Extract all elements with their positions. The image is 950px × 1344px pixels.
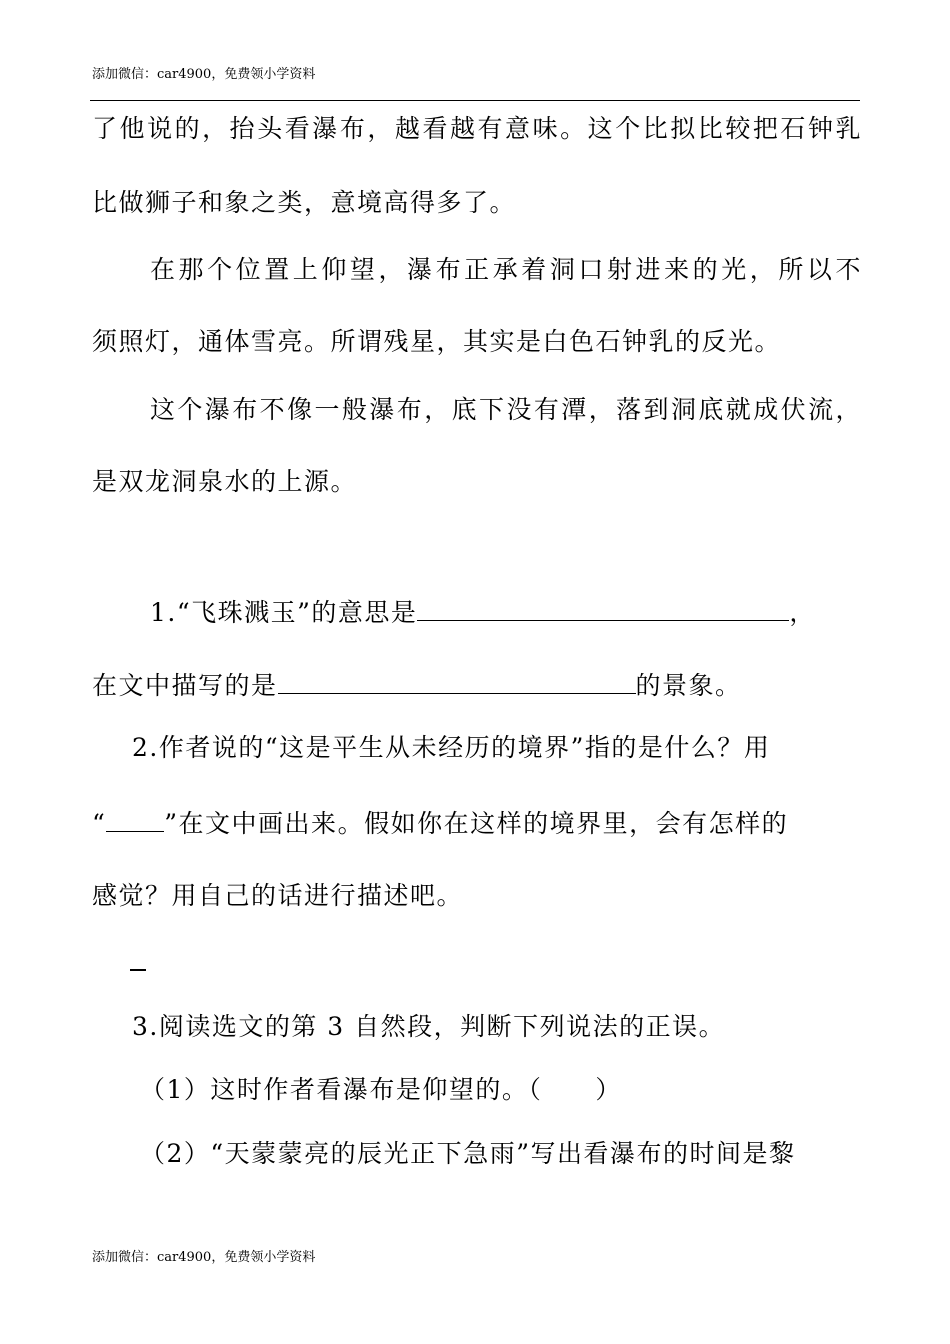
passage-p1-line2: 比做狮子和象之类，意境高得多了。 <box>92 188 517 217</box>
passage-p3-line2: 是双龙洞泉水的上源。 <box>92 467 358 496</box>
page-header-note: 添加微信：car4900，免费领小学资料 <box>92 67 316 82</box>
question-1-line1 <box>92 594 862 630</box>
passage-p3-line1-text: 这个瀑布不像一般瀑布，底下没有潭，落到洞底就成伏流， <box>150 395 862 424</box>
answer-blank-meaning[interactable] <box>417 594 789 621</box>
answer-blank-scene[interactable] <box>278 667 636 694</box>
underline-mark-sample <box>106 805 164 832</box>
question-2-line2 <box>92 805 862 841</box>
question-1-line2 <box>92 667 862 703</box>
question-1-prompt: 1.“飞珠溅玉”的意思是 <box>150 598 418 627</box>
question-2-line3: 感觉？用自己的话进行描述吧。 <box>92 881 464 910</box>
question-3-item-1: （1）这时作者看瀑布是仰望的。（ ） <box>140 1075 622 1104</box>
question-1-suffix: 的景象。 <box>635 671 742 700</box>
question-1-comma: ， <box>789 598 816 627</box>
passage-p3-line1 <box>92 393 862 427</box>
header-divider <box>90 100 860 101</box>
question-3-item-2: （2）“天蒙蒙亮的辰光正下急雨”写出看瀑布的时间是黎 <box>140 1139 796 1168</box>
passage-p1-line1: 了他说的，抬头看瀑布，越看越有意味。这个比拟比较把石钟乳 <box>92 114 862 143</box>
question-3-line1: 3.阅读选文的第 3 自然段，判断下列说法的正误。 <box>132 1012 726 1041</box>
page-footer-note: 添加微信：car4900，免费领小学资料 <box>92 1250 316 1265</box>
question-1-prompt-2: 在文中描写的是 <box>92 671 278 700</box>
passage-p2-line1 <box>92 253 862 287</box>
answer-line-start[interactable] <box>130 969 146 971</box>
question-2-open-quote: “ <box>92 809 107 838</box>
passage-p2-line2: 须照灯，通体雪亮。所谓残星，其实是白色石钟乳的反光。 <box>92 327 782 356</box>
question-2-line1: 2.作者说的“这是平生从未经历的境界”指的是什么？用 <box>132 733 771 762</box>
passage-p2-line1-text: 在那个位置上仰望，瀑布正承着洞口射进来的光，所以不 <box>150 255 862 284</box>
question-2-instruction: ”在文中画出来。假如你在这样的境界里，会有怎样的 <box>164 809 789 838</box>
